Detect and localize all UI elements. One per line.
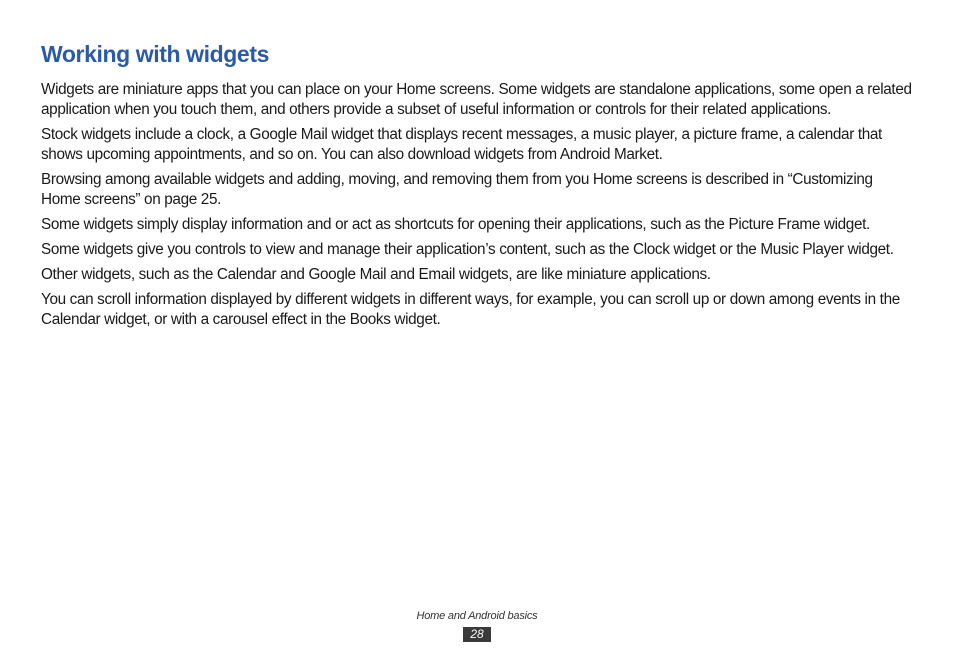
paragraph-6: Other widgets, such as the Calendar and Google Mail and Email widgets, are like miniature applications.: [41, 266, 711, 283]
page-content: [41, 38, 913, 335]
page-number-badge: 28: [463, 627, 490, 642]
paragraph-3: Browsing among available widgets and adding, moving, and removing them from you Home screens is described in “Customizing Home screens” on page 25.: [41, 171, 873, 208]
page-title: Working with widgets: [41, 41, 269, 67]
paragraph-5: Some widgets give you controls to view and manage their application’s content, such as the Clock widget or the Music Player widget.: [41, 241, 894, 258]
paragraph-1: Widgets are miniature apps that you can place on your Home screens. Some widgets are standalone applications, some open a related application when you touch them, and others provide a subset of useful information or controls for their related applications.: [41, 81, 912, 118]
paragraph-4: Some widgets simply display information and or act as shortcuts for opening their applications, such as the Picture Frame widget.: [41, 216, 870, 233]
footer-section-title: Home and Android basics: [416, 610, 538, 622]
paragraph-2: Stock widgets include a clock, a Google Mail widget that displays recent messages, a music player, a picture frame, a calendar that shows upcoming appointments, and so on. You can also download widgets from Android Market.: [41, 126, 882, 163]
paragraph-7: You can scroll information displayed by different widgets in different ways, for example, you can scroll up or down among events in the Calendar widget, or with a carousel effect in the Books widget.: [41, 291, 900, 328]
page-footer: [0, 609, 954, 643]
